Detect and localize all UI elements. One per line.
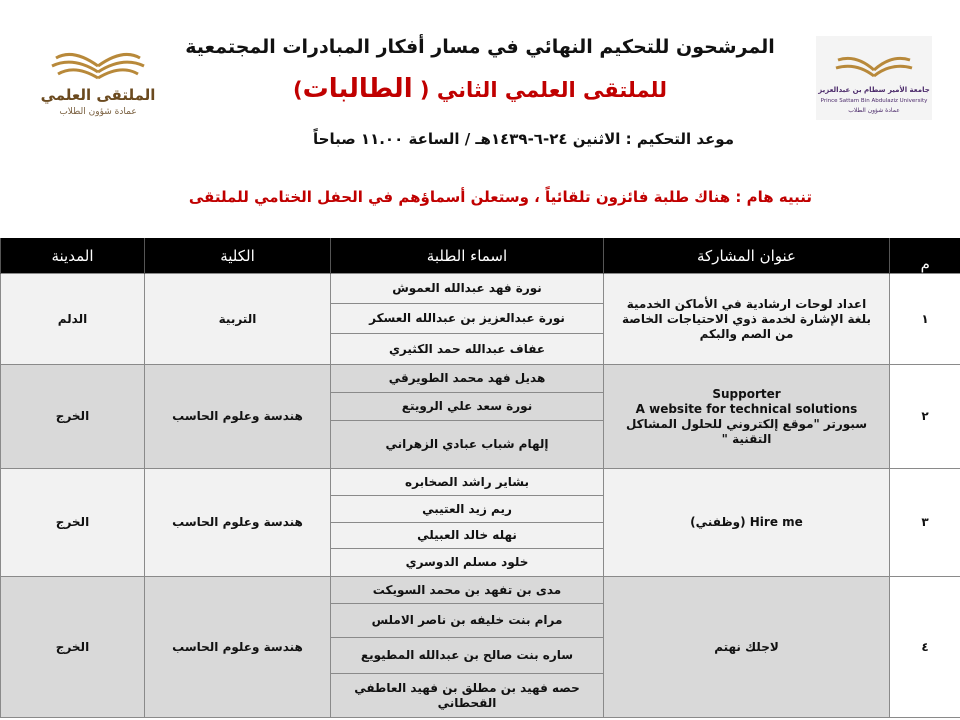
project-line: سبورتر "موقع إلكتروني للحلول المشاكل التقنية " — [625, 416, 868, 446]
cell-college: هندسة وعلوم الحاسب — [145, 577, 331, 718]
cell-project — [604, 365, 890, 469]
table-row — [1, 365, 960, 393]
cell-project — [604, 274, 890, 365]
subtitle-paren-close: ) — [292, 78, 303, 102]
forum-logo — [28, 28, 168, 118]
cell-college: التربية — [145, 274, 331, 365]
cell-student: خلود مسلم الدوسري — [331, 549, 604, 577]
header-college: الكلية — [145, 238, 331, 274]
cell-city: الدلم — [1, 274, 145, 365]
svg-text:Prince Sattam Bin Abdulaziz Un: Prince Sattam Bin Abdulaziz University — [820, 98, 928, 104]
project-line: A website for technical solutions — [635, 401, 858, 416]
cell-number: ١ — [890, 274, 960, 365]
header-num: م — [890, 238, 960, 274]
svg-text:الملتقى العلمي: الملتقى العلمي — [40, 86, 156, 104]
svg-text:عمادة شؤون الطلاب: عمادة شؤون الطلاب — [848, 107, 900, 114]
table-header-row — [1, 238, 960, 274]
subtitle-prefix: للملتقى العلمي الثاني — [436, 78, 668, 102]
university-logo — [816, 36, 932, 120]
cell-student: ريم زيد العتيبي — [331, 496, 604, 523]
svg-text:جامعة الأمير سطام بن عبدالعزيز: جامعة الأمير سطام بن عبدالعزيز — [818, 86, 930, 94]
cell-number: ٤ — [890, 577, 960, 718]
cell-student: هديل فهد محمد الطويرقي — [331, 365, 604, 393]
project-line: من الصم والبكم — [699, 326, 794, 341]
schedule-text: موعد التحكيم : الاثنين ٢٤-٦-١٤٣٩هـ / الساعة ١١.٠٠ صباحاً — [313, 130, 734, 148]
candidates-table — [0, 238, 960, 718]
table-row — [1, 469, 960, 496]
cell-student: نورة سعد علي الرويتع — [331, 393, 604, 421]
cell-student: إلهام شباب عبادي الزهراني — [331, 421, 604, 469]
header-project: عنوان المشاركة — [604, 238, 890, 274]
table-row — [1, 274, 960, 304]
cell-city: الخرج — [1, 365, 145, 469]
cell-student: عفاف عبدالله حمد الكثيري — [331, 334, 604, 365]
cell-student: مرام بنت خليفه بن ناصر الاملس — [331, 604, 604, 638]
project-line: اعداد لوحات ارشادية في الأماكن الخدمية — [626, 296, 867, 311]
header-city: المدينة — [1, 238, 145, 274]
table-row — [1, 577, 960, 604]
important-notice: تنبيه هام : هناك طلبة فائزون تلقائياً ، وستعلن أسماؤهم في الحفل الختامي للملتقى — [188, 188, 812, 206]
cell-student: ساره بنت صالح بن عبدالله المطيويع — [331, 638, 604, 674]
cell-student: نورة فهد عبدالله العموش — [331, 274, 604, 304]
cell-college: هندسة وعلوم الحاسب — [145, 469, 331, 577]
cell-project: لاجلك نهتم — [604, 577, 890, 718]
header-students: اسماء الطلبة — [331, 238, 604, 274]
subtitle-highlight: الطالبات — [302, 74, 413, 104]
svg-text:عمادة شؤون الطلاب: عمادة شؤون الطلاب — [59, 107, 137, 117]
project-line: Supporter — [712, 386, 781, 401]
page-subtitle — [180, 74, 780, 104]
cell-student: نهله خالد العبيلي — [331, 523, 604, 549]
cell-city: الخرج — [1, 577, 145, 718]
page-header — [0, 0, 960, 238]
cell-number: ٢ — [890, 365, 960, 469]
subtitle-paren-open: ( — [419, 78, 430, 102]
project-line: بلغة الإشارة لخدمة ذوي الاحتياجات الخاصة — [622, 311, 871, 326]
page-title: المرشحون للتحكيم النهائي في مسار أفكار المبادرات المجتمعية — [185, 36, 775, 58]
cell-student: حصه فهيد بن مطلق بن فهيد العاطفي القحطاني — [331, 674, 604, 718]
cell-college: هندسة وعلوم الحاسب — [145, 365, 331, 469]
cell-student: مدى بن تفهد بن محمد السويكت — [331, 577, 604, 604]
cell-number: ٣ — [890, 469, 960, 577]
cell-city: الخرج — [1, 469, 145, 577]
cell-project: Hire me (وظفني) — [604, 469, 890, 577]
cell-student: بشاير راشد الصخابره — [331, 469, 604, 496]
cell-student: نورة عبدالعزيز بن عبدالله العسكر — [331, 304, 604, 334]
